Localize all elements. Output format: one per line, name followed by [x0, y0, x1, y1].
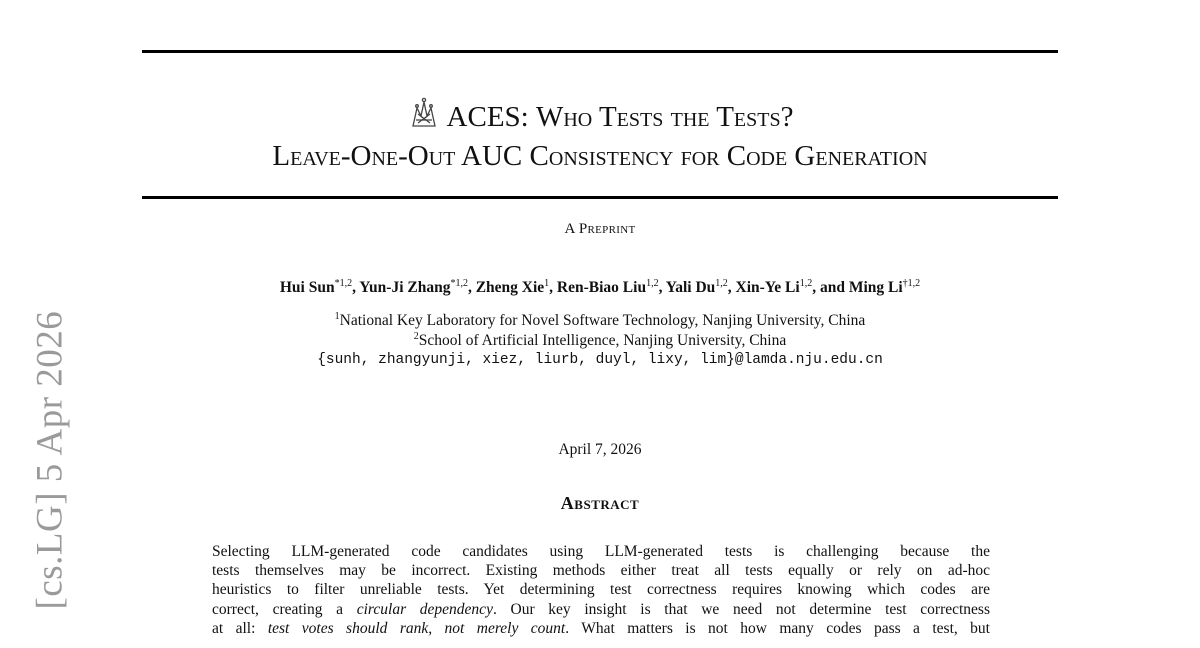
author-name: Yali Du	[665, 279, 716, 297]
abstract-text: . What matters is not how many codes pass a test, but	[565, 619, 990, 637]
author-name: Ming Li	[848, 279, 903, 297]
affiliation-text: National Key Laboratory for Novel Software Technology, Nanjing University, China	[339, 312, 866, 330]
author-separator: ,	[549, 279, 557, 297]
title-acronym: ACES:	[446, 101, 536, 133]
affiliation-2	[142, 331, 1058, 350]
author-affiliation-mark: 1,2	[799, 278, 813, 289]
author-name: Xin-Ye Li	[735, 279, 800, 297]
author-emails: {sunh, zhangyunji, xiez, liurb, duyl, lixy, lim}@lamda.nju.edu.cn	[317, 352, 883, 368]
abstract-line: Selecting LLM-generated code candidates using LLM-generated tests is challenging because the	[212, 543, 990, 560]
title-rule-top	[142, 50, 1058, 53]
affiliation-mark: 1	[334, 311, 340, 322]
affiliation-mark: 2	[413, 331, 419, 342]
author-separator: , and	[812, 279, 849, 297]
author-list	[100, 278, 1100, 297]
abstract-line	[212, 600, 990, 619]
author-affiliation-mark: 1,2	[646, 278, 659, 289]
affiliation-1	[142, 311, 1058, 330]
abstract-line: heuristics to filter unreliable tests. Yet determining test correctness requires knowing which codes are	[212, 581, 990, 599]
author-affiliation-mark: 1	[544, 278, 550, 289]
abstract-emphasis: test votes should rank, not merely count	[267, 619, 566, 637]
abstract-text: correct, creating a	[212, 600, 357, 618]
paper-date: April 7, 2026	[558, 441, 642, 458]
paper-title-line1	[142, 96, 1058, 138]
author-affiliation-mark: †1,2	[902, 278, 921, 289]
abstract-text: at all:	[212, 619, 268, 637]
author-affiliation-mark: *1,2	[334, 278, 353, 289]
title-question: Who Tests the Tests?	[535, 101, 794, 133]
author-affiliation-mark: *1,2	[450, 278, 468, 289]
author-name: Zheng Xie	[475, 279, 545, 297]
author-separator: ,	[467, 279, 476, 297]
affiliation-text: School of Artificial Intelligence, Nanjing University, China	[418, 332, 787, 350]
author-separator: ,	[727, 279, 736, 297]
arxiv-side-stamp: [cs.LG] 5 Apr 2026	[29, 310, 71, 610]
paper-title-line2: Leave-One-Out AUC Consistency for Code Generation	[272, 140, 928, 172]
author-name: Hui Sun	[279, 279, 335, 297]
abstract-line: tests themselves may be incorrect. Existing methods either treat all tests equally or rely on ad-hoc	[212, 562, 990, 580]
abstract-emphasis: circular dependency	[356, 600, 493, 618]
author-separator: ,	[352, 279, 360, 297]
author-affiliation-mark: 1,2	[715, 278, 728, 289]
title-rule-bottom	[142, 196, 1058, 199]
abstract-heading: Abstract	[560, 493, 640, 513]
crown-icon	[407, 96, 441, 138]
abstract-line	[212, 619, 990, 638]
abstract-text: . Our key insight is that we need not determine test correctness	[492, 600, 990, 618]
abstract-body	[212, 542, 990, 638]
author-separator: ,	[658, 279, 666, 297]
author-name: Ren-Biao Liu	[556, 279, 647, 297]
preprint-label: A Preprint	[564, 221, 636, 237]
author-name: Yun-Ji Zhang	[359, 279, 451, 297]
